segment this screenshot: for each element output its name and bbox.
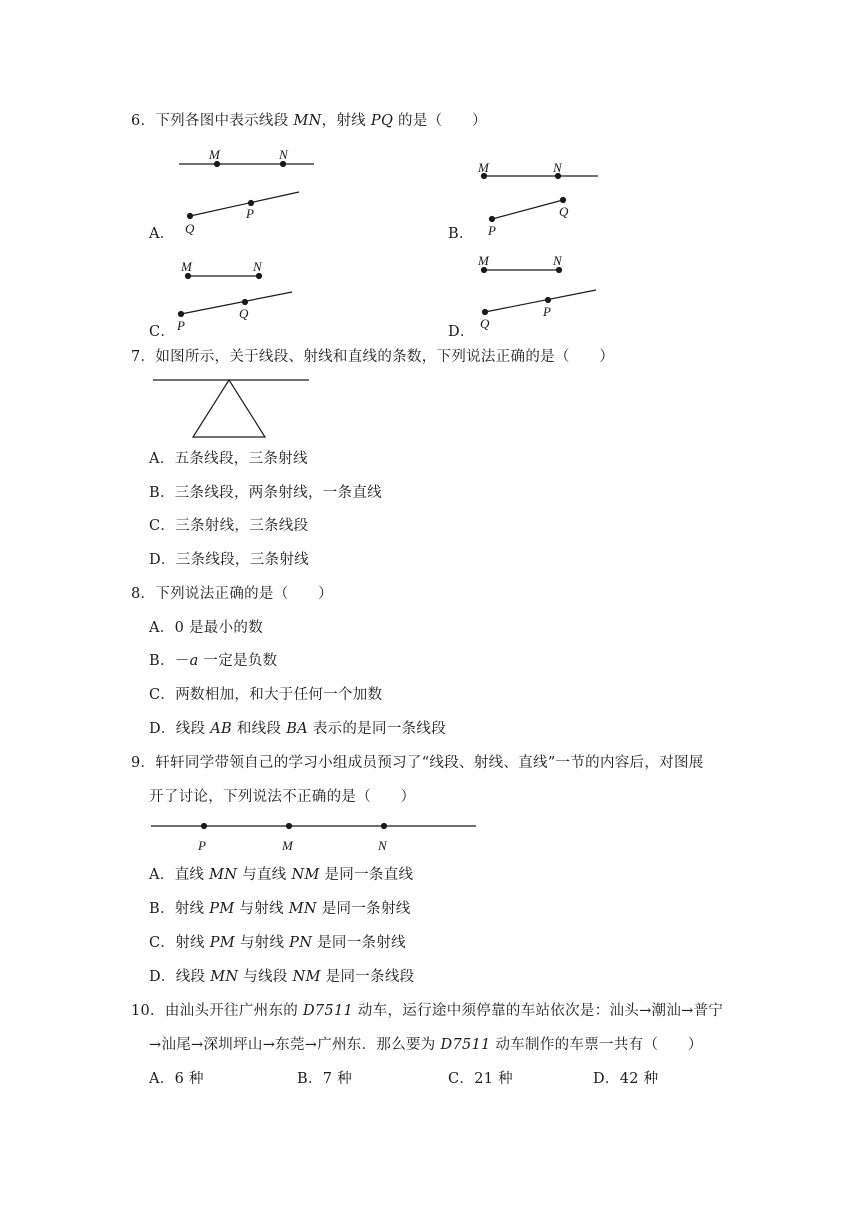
label-m: M bbox=[282, 838, 293, 853]
q9-stem-line2: 开了讨论，下列说法不正确的是（ ） bbox=[149, 789, 416, 805]
label-q: Q bbox=[480, 316, 490, 331]
q7-option-c: C．三条射线，三条线段 bbox=[149, 518, 309, 534]
q9-stem-line1: 9．轩轩同学带领自己的学习小组成员预习了“线段、射线、直线”一节的内容后，对图展 bbox=[131, 755, 704, 771]
label-m: M bbox=[478, 160, 489, 175]
label-n: N bbox=[553, 160, 562, 175]
q8-option-d: D．线段 AB 和线段 BA 表示的是同一条线段 bbox=[149, 721, 447, 737]
label-p: P bbox=[246, 206, 254, 221]
q7-option-b: B．三条线段，两条射线，一条直线 bbox=[149, 485, 382, 501]
label-n: N bbox=[253, 259, 262, 274]
q6-option-c: C． bbox=[149, 324, 176, 340]
q7-option-d: D．三条线段，三条射线 bbox=[149, 552, 309, 568]
q10-option-c: C．21 种 bbox=[448, 1071, 513, 1087]
label-p: P bbox=[198, 838, 206, 853]
label-m: M bbox=[181, 259, 192, 274]
q10-option-a: A．6 种 bbox=[149, 1071, 204, 1087]
q10-stem-line2: →汕尾→深圳坪山→东莞→广州东．那么要为 D7511 动车制作的车票一共有（ ） bbox=[149, 1037, 703, 1053]
label-p: P bbox=[177, 318, 185, 333]
q10-option-d: D．42 种 bbox=[593, 1071, 659, 1087]
q6-option-a: A． bbox=[149, 226, 175, 242]
q7-option-a: A．五条线段，三条射线 bbox=[149, 451, 308, 467]
label-n: N bbox=[279, 147, 288, 162]
q9-option-b: B．射线 PM 与射线 MN 是同一条射线 bbox=[149, 901, 411, 917]
label-p: P bbox=[543, 304, 551, 319]
q8-stem: 8．下列说法正确的是（ ） bbox=[131, 586, 333, 602]
label-q: Q bbox=[559, 204, 569, 219]
q8-option-a: A．0 是最小的数 bbox=[149, 620, 264, 636]
label-q: Q bbox=[185, 221, 195, 236]
q9-option-d: D．线段 MN 与线段 NM 是同一条线段 bbox=[149, 969, 415, 985]
point-p bbox=[202, 824, 207, 829]
q6-option-b: B． bbox=[448, 226, 474, 242]
label-m: M bbox=[209, 147, 220, 162]
point-n bbox=[382, 824, 387, 829]
label-n: N bbox=[378, 838, 387, 853]
q6-stem: 6．下列各图中表示线段 MN，射线 PQ 的是（ ） bbox=[131, 113, 487, 129]
q8-option-b: B．－a 一定是负数 bbox=[149, 653, 278, 669]
label-n: N bbox=[553, 253, 562, 268]
q7-stem: 7．如图所示，关于线段、射线和直线的条数，下列说法正确的是（ ） bbox=[131, 349, 615, 365]
point-m bbox=[287, 824, 292, 829]
q10-stem-line1: 10．由汕头开往广州东的 D7511 动车，运行途中须停靠的车站依次是：汕头→潮汕→普宁 bbox=[131, 1003, 724, 1019]
q6-option-d: D． bbox=[448, 324, 475, 340]
label-m: M bbox=[478, 253, 489, 268]
q8-option-c: C．两数相加，和大于任何一个加数 bbox=[149, 687, 383, 703]
label-p: P bbox=[488, 223, 496, 238]
q9-option-c: C．射线 PM 与射线 PN 是同一条射线 bbox=[149, 935, 406, 951]
q9-option-a: A．直线 MN 与直线 NM 是同一条直线 bbox=[149, 867, 414, 883]
q10-option-b: B．7 种 bbox=[297, 1071, 352, 1087]
label-q: Q bbox=[239, 306, 249, 321]
